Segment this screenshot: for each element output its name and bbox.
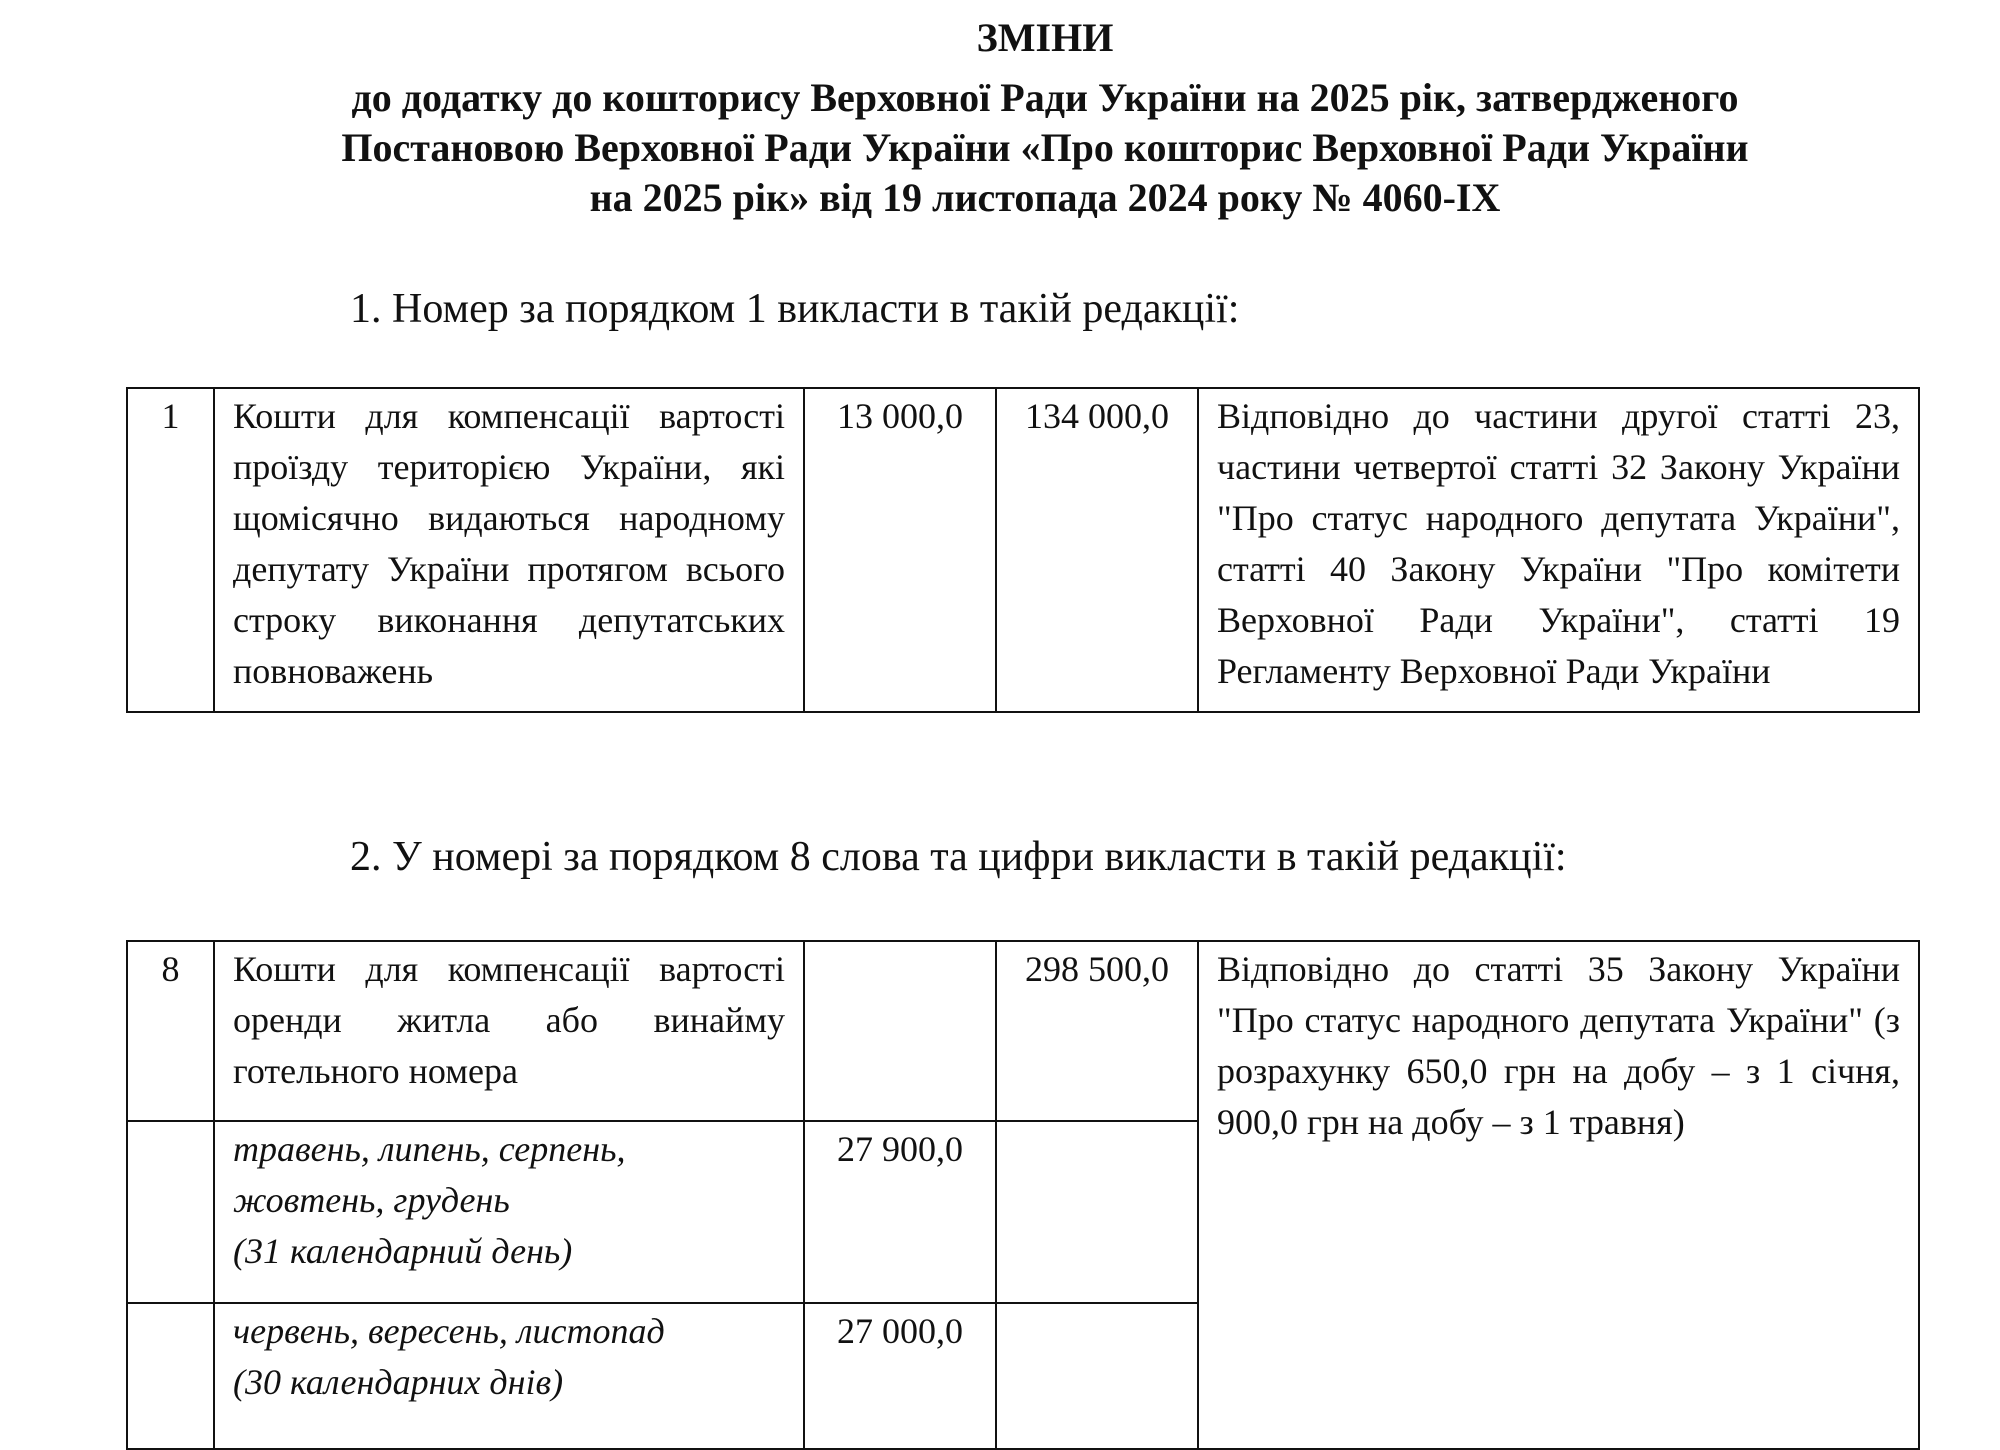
section-1-table	[126, 387, 1920, 713]
subrow-period-line: травень, липень, серпень,	[233, 1129, 626, 1169]
subrow-days: (30 календарних днів)	[233, 1362, 564, 1402]
subrow-period-line: червень, вересень, листопад	[233, 1311, 665, 1351]
row-amount-total: 298 500,0	[996, 941, 1198, 1121]
row-amount-monthly: 13 000,0	[804, 388, 996, 712]
document-title: ЗМІНИ	[976, 15, 1114, 60]
row-number: 1	[127, 388, 214, 712]
subrow-total	[996, 1121, 1198, 1303]
section-2-table	[126, 940, 1920, 1450]
subrow-amount: 27 000,0	[804, 1303, 996, 1449]
table-row	[127, 941, 1919, 1121]
subrow-period-line: жовтень, грудень	[233, 1180, 510, 1220]
row-description: Кошти для компенсації вартості проїзду територією України, які щомісячно видаються народному депутату України протягом всього строку виконання депутатських повноважень	[214, 388, 804, 712]
row-legal-basis: Відповідно до частини другої статті 23, частини четвертої статті 32 Закону України "Про статус народного депутата України", статті 40 Закону України "Про комітети Верховної Ради України", статті 19 Регламенту Верховної Ради України	[1198, 388, 1919, 712]
subrow-period	[214, 1303, 804, 1449]
subrow-period	[214, 1121, 804, 1303]
subrow-amount: 27 900,0	[804, 1121, 996, 1303]
section-1-heading: 1. Номер за порядком 1 викласти в такій редакції:	[350, 286, 1240, 332]
row-legal-basis: Відповідно до статті 35 Закону України "Про статус народного депутата України" (з розрахунку 650,0 грн на добу – з 1 січня, 900,0 грн на добу – з 1 травня)	[1198, 941, 1919, 1449]
document-subtitle-line-3: на 2025 рік» від 19 листопада 2024 року № 4060-IX	[589, 175, 1501, 220]
table-row	[127, 388, 1919, 712]
row-description: Кошти для компенсації вартості оренди житла або винайму готельного номера	[214, 941, 804, 1121]
subrow-number	[127, 1121, 214, 1303]
subrow-days: (31 календарний день)	[233, 1231, 573, 1271]
row-amount-total: 134 000,0	[996, 388, 1198, 712]
subrow-total	[996, 1303, 1198, 1449]
row-number: 8	[127, 941, 214, 1121]
document-subtitle-line-1: до додатку до кошторису Верховної Ради України на 2025 рік, затвердженого	[351, 75, 1739, 120]
document-subtitle-line-2: Постановою Верховної Ради України «Про кошторис Верховної Ради України	[341, 125, 1749, 170]
row-amount-monthly	[804, 941, 996, 1121]
subrow-number	[127, 1303, 214, 1449]
section-2-heading: 2. У номері за порядком 8 слова та цифри викласти в такій редакції:	[350, 834, 1567, 880]
